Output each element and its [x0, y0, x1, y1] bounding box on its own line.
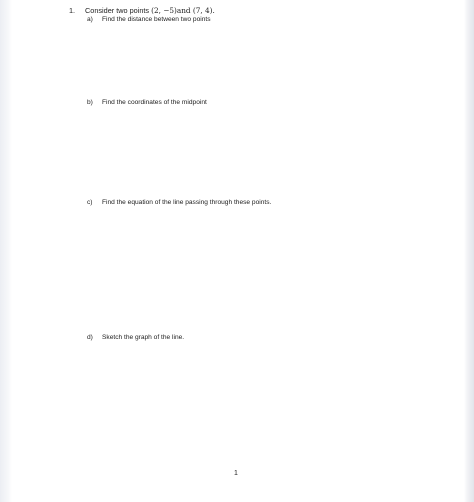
part-d-letter: d): [87, 334, 93, 341]
page-left-shadow: [0, 0, 12, 502]
page-number: 1: [234, 470, 238, 477]
part-a-letter: a): [87, 16, 93, 23]
part-d: [87, 333, 184, 343]
part-b: [87, 98, 207, 108]
part-a: [87, 15, 211, 25]
part-c-text: Find the equation of the line passing through these points.: [102, 199, 272, 206]
part-a-text: Find the distance between two points: [102, 16, 211, 23]
part-d-text: Sketch the graph of the line.: [102, 334, 185, 341]
part-b-letter: b): [87, 99, 93, 106]
part-b-text: Find the coordinates of the midpoint: [102, 99, 207, 106]
question-number: 1.: [69, 6, 76, 15]
part-c-letter: c): [87, 199, 93, 206]
question-intro: Consider two points: [85, 6, 150, 15]
question-points: (2, −5)and (7, 4).: [151, 6, 215, 15]
page-right-shadow: [464, 0, 474, 502]
part-c: [87, 198, 271, 208]
